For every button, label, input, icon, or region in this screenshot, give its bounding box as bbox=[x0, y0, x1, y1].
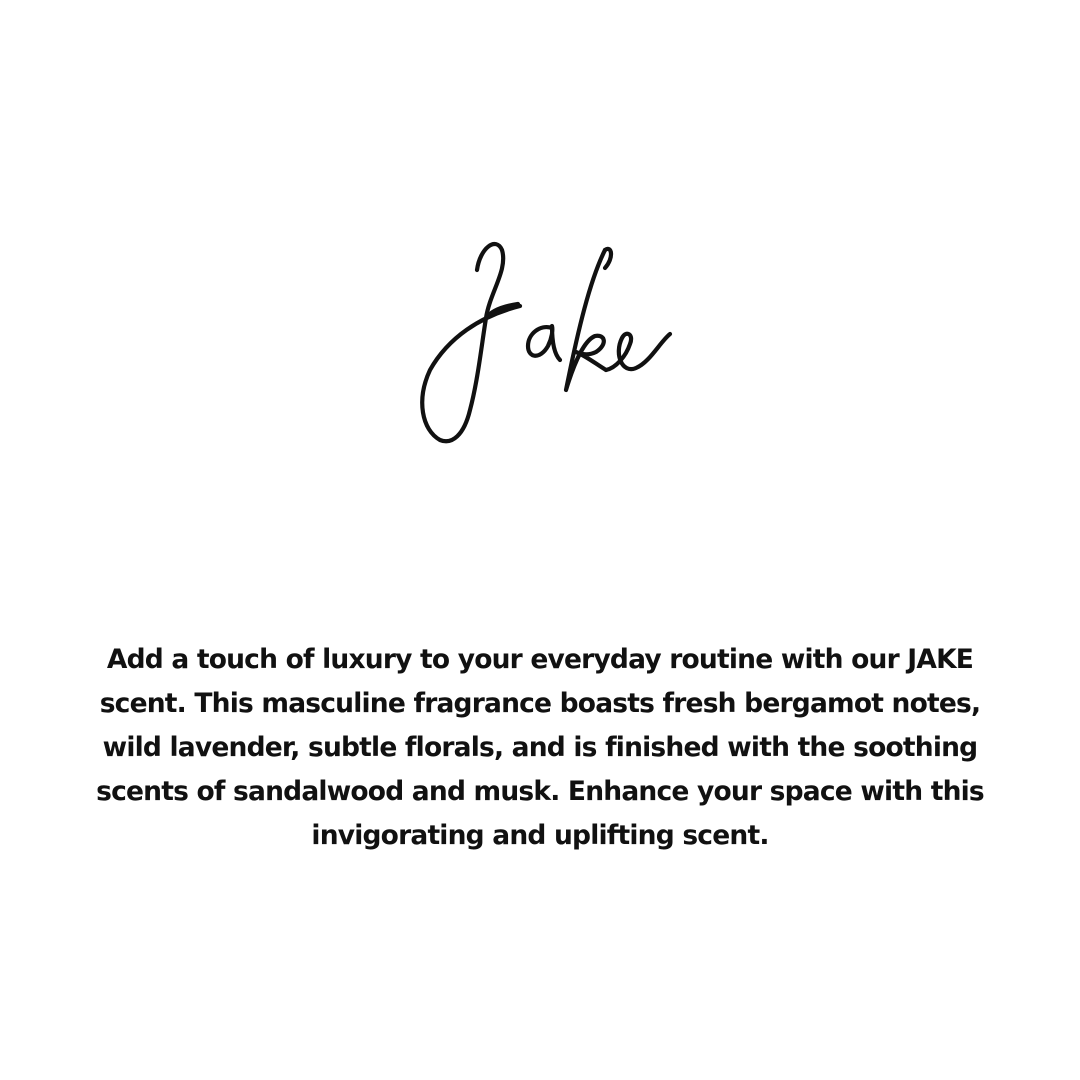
description-line: invigorating and uplifting scent. bbox=[311, 820, 769, 851]
handwritten-title-lettering bbox=[400, 230, 690, 455]
description-line: scent. This masculine fragrance boasts fresh bergamot notes, bbox=[99, 688, 981, 719]
description-line: wild lavender, subtle florals, and is finished with the soothing bbox=[102, 732, 978, 763]
product-description bbox=[40, 638, 1040, 858]
description-line: Add a touch of luxury to your everyday routine with our JAKE bbox=[106, 644, 974, 675]
description-line: scents of sandalwood and musk. Enhance your space with this bbox=[96, 776, 984, 807]
script-title bbox=[400, 230, 690, 455]
